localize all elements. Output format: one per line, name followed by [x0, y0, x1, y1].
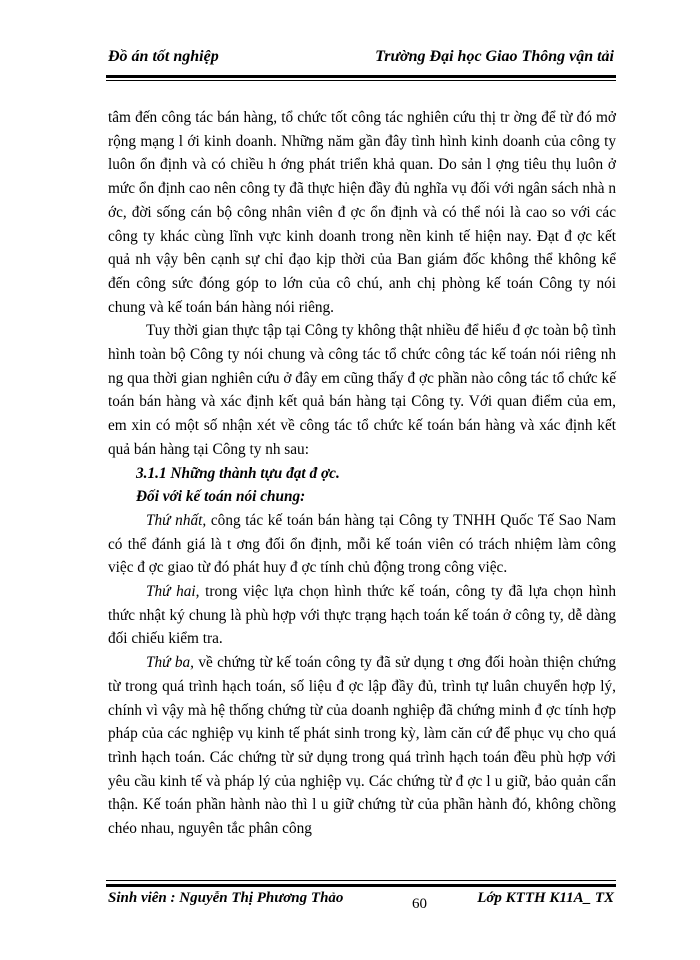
paragraph [108, 580, 616, 651]
page-number: 60 [412, 896, 427, 912]
paragraph: tâm đến công tác bán hàng, tổ chức tốt công tác nghiên cứu thị tr ờng để từ đó mở rộng mạng l ới kinh doanh. Những năm gần đây tình hình kinh doanh của công ty luôn ổn định và có chiều h ớng phát triển khả quan. Do sản l ợng tiêu thụ luôn ở mức ổn định cao nên công ty đã thực hiện đầy đủ nghĩa vụ đối với ngân sách nhà n ớc, đời sống cán bộ công nhân viên đ ợc ổn định và có thể nói là cao so với các công ty khác cùng lĩnh vực kinh doanh trong nền kinh tế hiện nay. Đạt đ ợc kết quả nh vậy bên cạnh sự chỉ đạo kịp thời của Ban giám đốc không thể không kể đến công sức đóng góp to lớn của cô chú, anh chị phòng kế toán Công ty nói chung và kế toán bán hàng nói riêng. [108, 109, 616, 316]
paragraph [108, 509, 616, 580]
header-rule-thin [106, 80, 616, 81]
header-rule-thick [106, 75, 616, 78]
page-body [108, 106, 616, 841]
subsection-heading: Đối với kế toán nói chung: [136, 488, 306, 506]
footer-student: Sinh viên : Nguyễn Thị Phương Thảo [108, 890, 344, 906]
paragraph-text: về chứng từ kế toán công ty đã sử dụng t ơng đối hoàn thiện chứng từ trong quá trình hạch toán, số liệu đ ợc lập đầy đủ, trình tự luân chuyển hợp lý, chính vì vậy mà hệ thống chứng từ của doanh nghiệp đã chứng minh đ ợc tính hợp pháp của các nghiệp vụ kinh tế phát sinh trong kỳ, làm căn cứ để phục vụ cho quá trình hạch toán. Các chứng từ sử dụng trong quá trình hạch toán đều phù hợp với yêu cầu kinh tế và pháp lý của nghiệp vụ. Các chứng từ đ ợc l u giữ, bảo quản cẩn thận. Kế toán phần hành nào thì l u giữ chứng từ của phần hành đó, không chồng chéo nhau, nguyên tắc phân công [108, 654, 616, 838]
paragraph-text: công tác kế toán bán hàng tại Công ty TNHH Quốc Tế Sao Nam có thể đánh giá là t ơng đối ổn định, mỗi kế toán viên có trách nhiệm làm công việc đ ợc giao từ đó phát huy đ ợc tính chủ động trong công việc. [108, 511, 617, 577]
lead-phrase: Thứ nhất, [146, 511, 207, 529]
footer-rule-thin [106, 880, 616, 881]
header-right: Trường Đại học Giao Thông vận tải [375, 48, 614, 65]
paragraph-text: trong việc lựa chọn hình thức kế toán, công ty đã lựa chọn hình thức nhật ký chung là phù hợp với thực trạng hạch toán kế toán ở công ty, dễ dàng đối chiếu kiểm tra. [108, 583, 616, 648]
footer-rule-thick [106, 884, 616, 887]
paragraph [108, 651, 616, 841]
paragraph: Tuy thời gian thực tập tại Công ty không thật nhiều để hiểu đ ợc toàn bộ tình hình toàn bộ Công ty nói chung và công tác tổ chức công tác kế toán nói riêng nh ng qua thời gian nghiên cứu ở đây em cũng thấy đ ợc phần nào công tác tổ chức kế toán bán hàng và xác định kết quả bán hàng tại Công ty. Với quan điểm của em, em xin có một số nhận xét về công tác tổ chức kế toán bán hàng và xác định kết quả bán hàng tại Công ty nh sau: [108, 322, 616, 458]
footer-class: Lớp KTTH K11A_ TX [477, 890, 614, 906]
lead-phrase: Thứ hai, [146, 583, 200, 601]
lead-phrase: Thứ ba, [146, 654, 194, 672]
header-left: Đồ án tốt nghiệp [108, 48, 219, 65]
section-heading: 3.1.1 Những thành tựu đạt đ ợc. [136, 464, 340, 482]
